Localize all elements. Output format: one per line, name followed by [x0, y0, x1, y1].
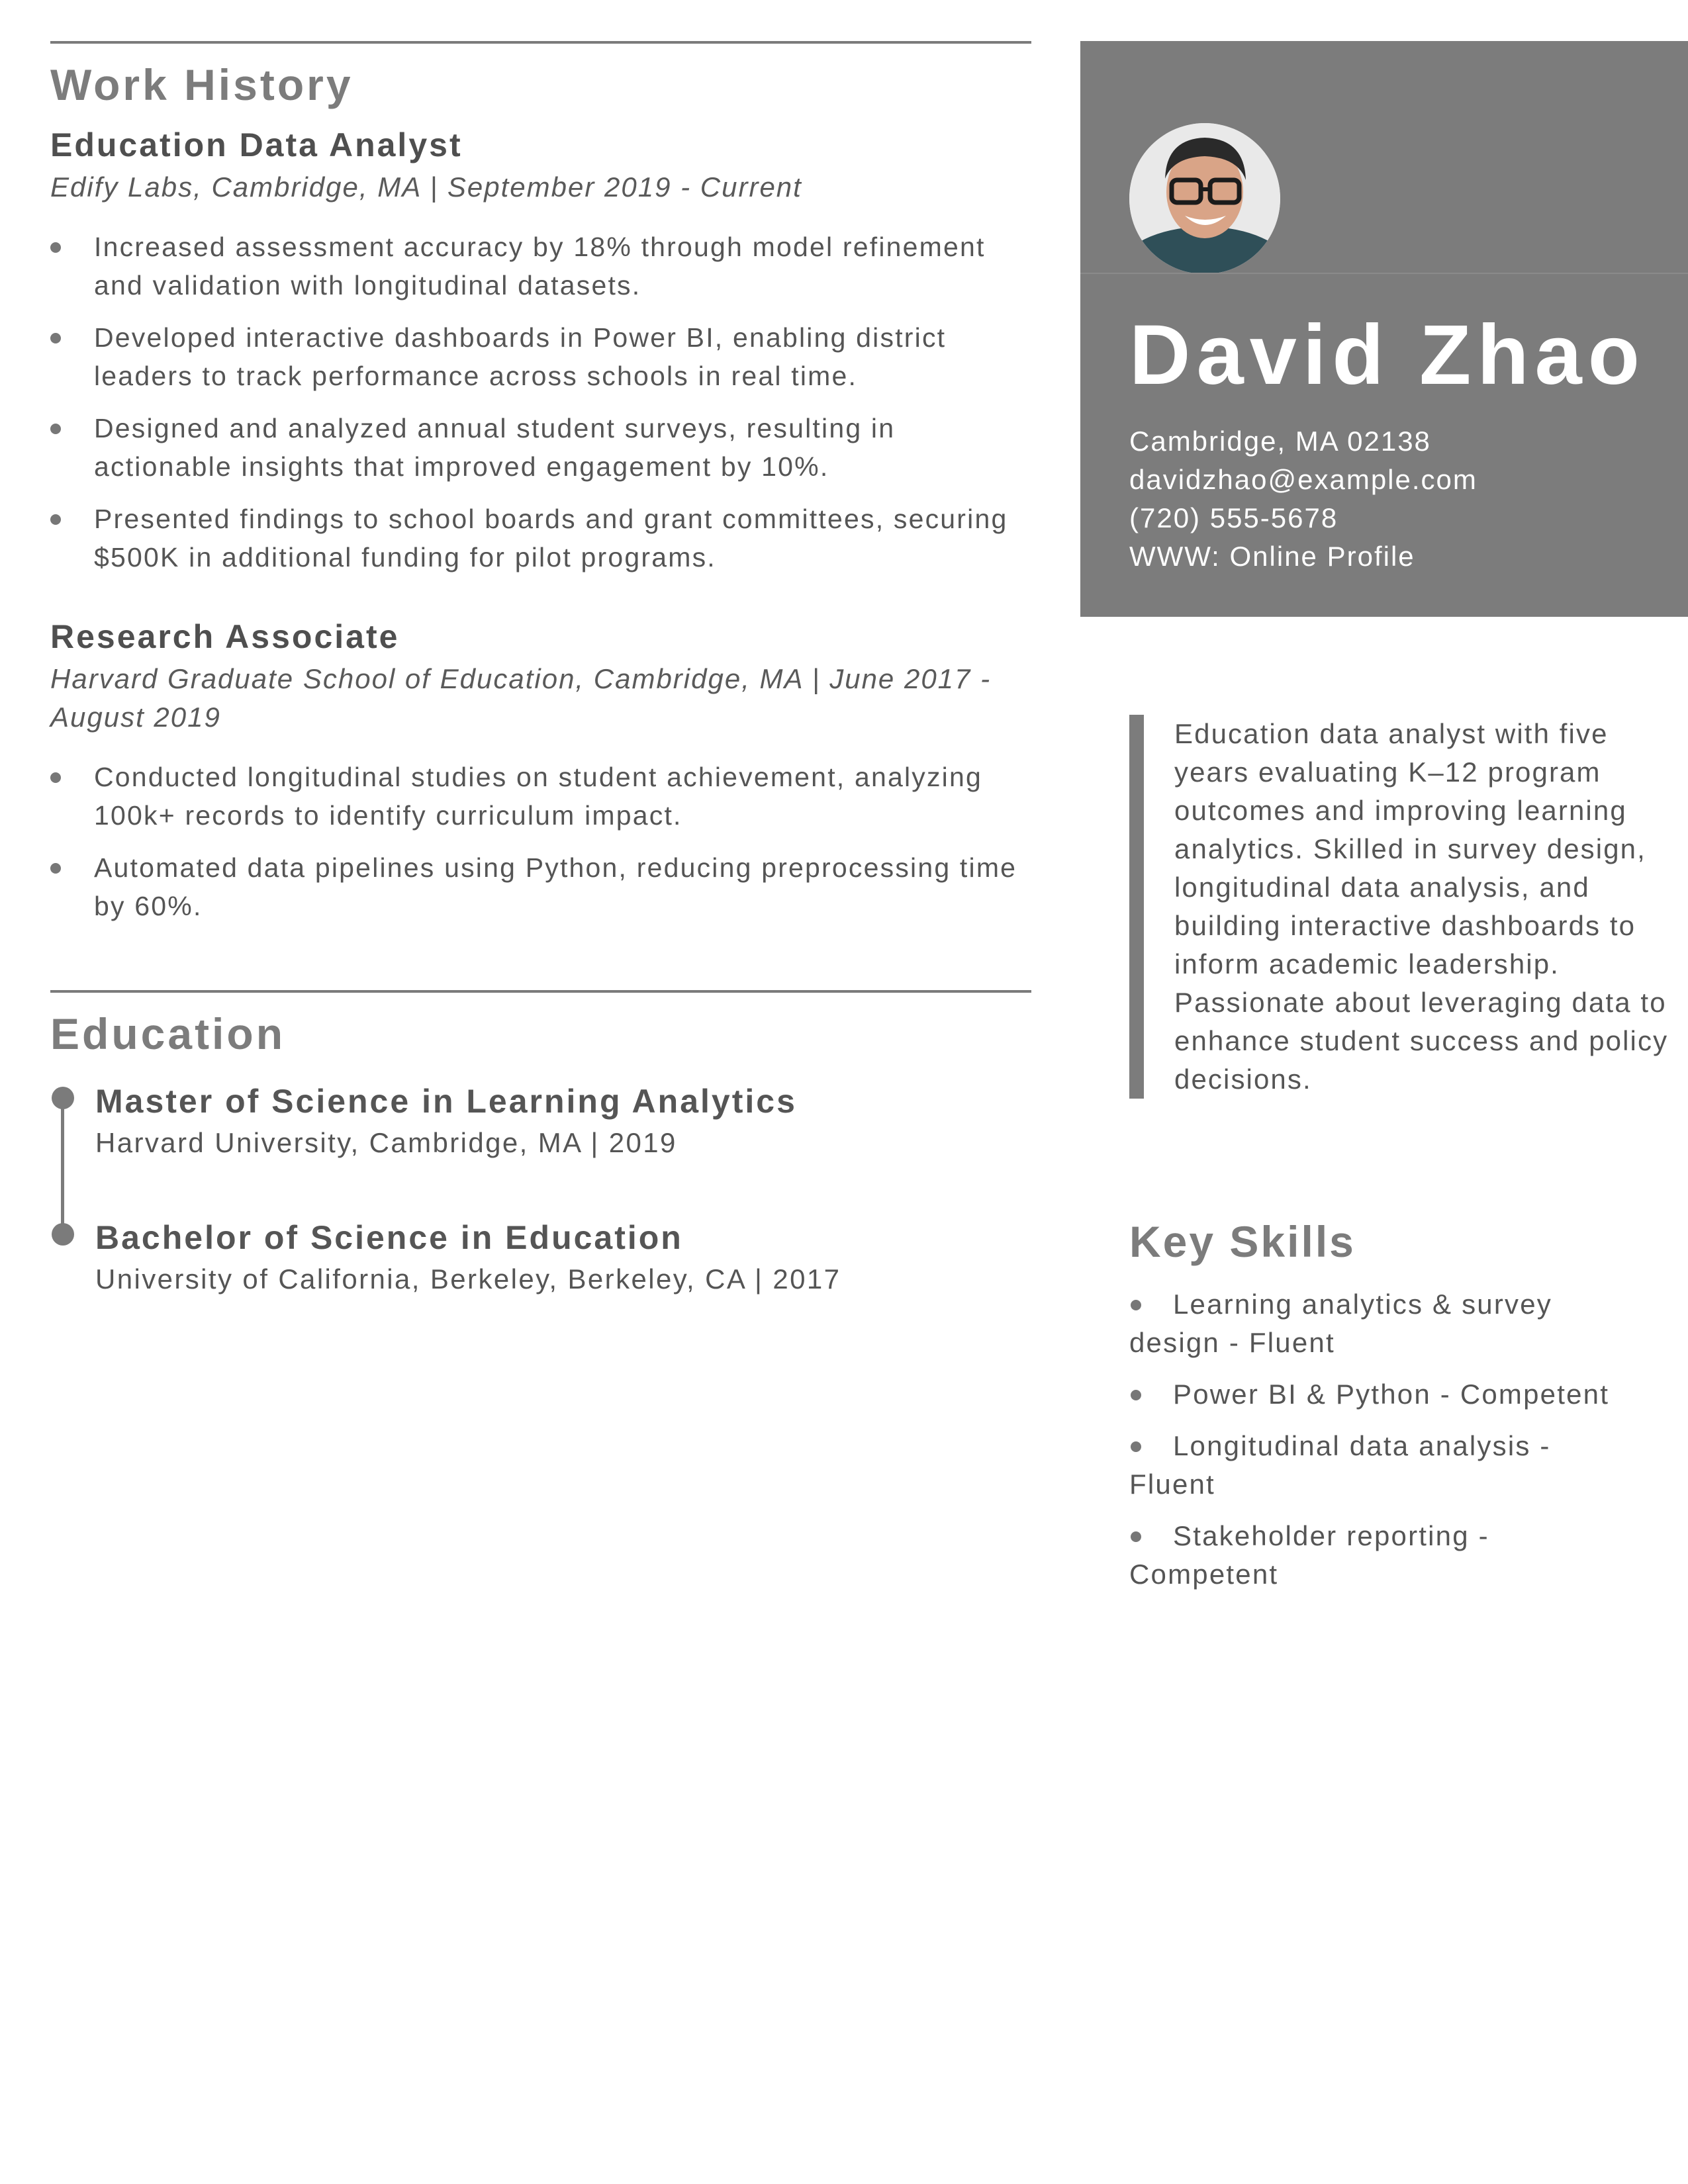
candidate-name: David Zhao — [1129, 308, 1646, 402]
job-title: Education Data Analyst — [50, 126, 463, 163]
education-title: Education — [50, 1009, 286, 1058]
list-item: Conducted longitudinal studies on student achievement, analyzing 100k+ records to identify curriculum impact. — [50, 758, 1031, 835]
section-divider — [50, 990, 1031, 993]
degree: Master of Science in Learning Analytics — [95, 1083, 797, 1120]
list-item: Stakeholder reporting - Competent — [1129, 1517, 1632, 1594]
section-divider — [50, 41, 1031, 44]
phone: (720) 555-5678 — [1129, 502, 1338, 533]
job-bullets — [50, 758, 1031, 925]
profile-photo — [1129, 123, 1280, 274]
email-link[interactable]: davidzhao@example.com — [1129, 464, 1477, 495]
school: Harvard University, Cambridge, MA | 2019 — [95, 1127, 677, 1158]
job-meta: Edify Labs, Cambridge, MA | September 2019 - Current — [50, 171, 802, 203]
professional-summary: Education data analyst with five years evaluating K–12 program outcomes and improving learning analytics. Skilled in survey design, longitudinal data analysis, and building interactive dashboards to inform academic leadership. Passionate about leveraging data to enhance student success and policy decisions. — [1129, 715, 1677, 1099]
contact-info — [1129, 422, 1477, 576]
address: Cambridge, MA 02138 — [1129, 426, 1431, 457]
school: University of California, Berkeley, Berkeley, CA | 2017 — [95, 1263, 841, 1295]
list-item: Automated data pipelines using Python, reducing preprocessing time by 60%. — [50, 848, 1031, 925]
job-entry — [50, 123, 1031, 576]
key-skills-title: Key Skills — [1129, 1217, 1356, 1266]
avatar-icon — [1129, 123, 1280, 274]
job-meta: Harvard Graduate School of Education, Cambridge, MA | June 2017 - August 2019 — [50, 663, 992, 733]
education-item — [50, 1080, 1031, 1162]
timeline-dot — [52, 1087, 74, 1109]
list-item: Increased assessment accuracy by 18% through model refinement and validation with longitudinal datasets. — [50, 228, 1031, 304]
education-item — [50, 1216, 1031, 1298]
left-column — [50, 41, 1031, 1353]
header-box — [1080, 41, 1688, 617]
list-item: Longitudinal data analysis - Fluent — [1129, 1427, 1632, 1504]
job-title: Research Associate — [50, 618, 400, 655]
list-item: Presented findings to school boards and grant committees, securing $500K in additional funding for pilot programs. — [50, 500, 1031, 576]
header-divider — [1080, 273, 1688, 274]
degree: Bachelor of Science in Education — [95, 1219, 683, 1256]
timeline-dot — [52, 1223, 74, 1246]
list-item: Developed interactive dashboards in Power BI, enabling district leaders to track performance across schools in real time. — [50, 318, 1031, 395]
list-item: Learning analytics & survey design - Fluent — [1129, 1285, 1632, 1362]
education-timeline — [50, 1080, 1031, 1298]
skills-list — [1129, 1285, 1632, 1594]
work-history-title: Work History — [50, 60, 353, 109]
key-skills — [1129, 1215, 1632, 1607]
job-bullets — [50, 228, 1031, 576]
list-item: Designed and analyzed annual student surveys, resulting in actionable insights that improved engagement by 10%. — [50, 409, 1031, 486]
job-entry — [50, 615, 1031, 925]
website-link[interactable]: WWW: Online Profile — [1129, 541, 1415, 572]
list-item: Power BI & Python - Competent — [1129, 1375, 1632, 1414]
